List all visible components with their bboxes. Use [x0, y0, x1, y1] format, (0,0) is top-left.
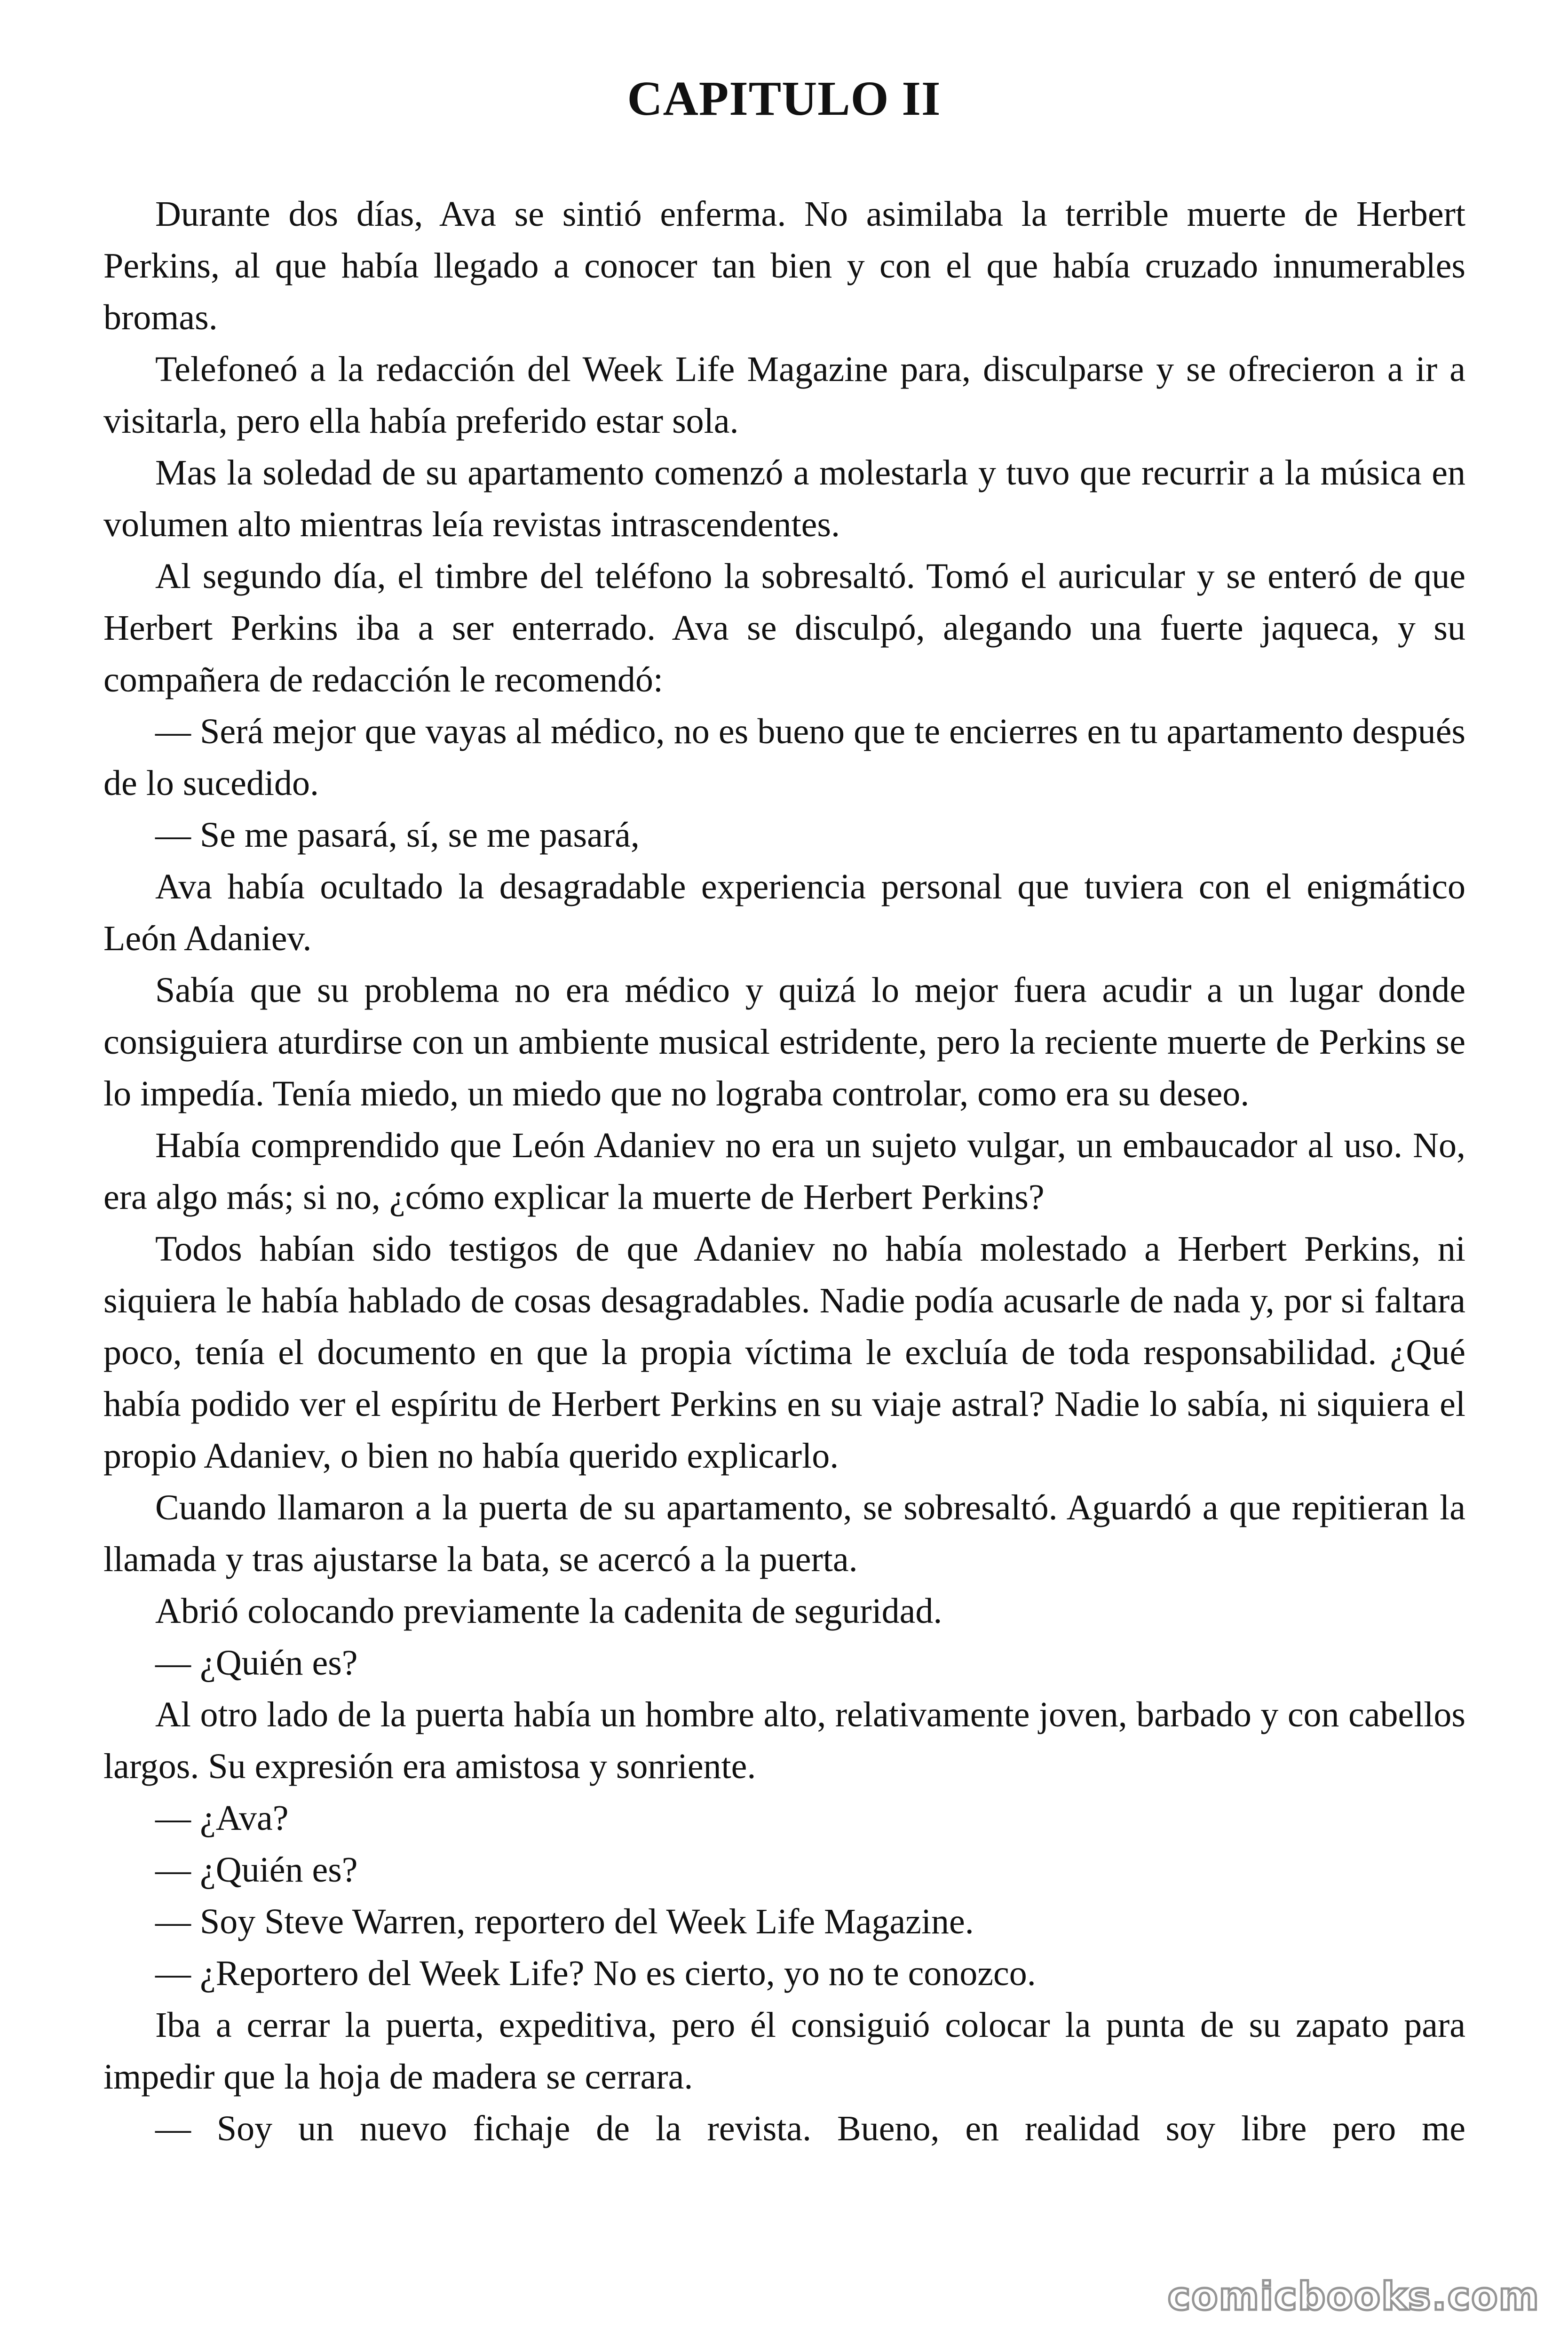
chapter-body — [103, 188, 1465, 2154]
dialogue-line: — ¿Reportero del Week Life? No es cierto, yo no te conozco. — [155, 1954, 1036, 1993]
paragraph: Telefoneó a la redacción del Week Life Magazine para, disculparse y se ofrecieron a ir a visitarla, pero ella había preferido estar sola. — [103, 350, 1465, 441]
paragraph: Sabía que su problema no era médico y quizá lo mejor fuera acudir a un lugar donde consiguiera aturdirse con un ambiente musical estridente, pero la reciente muerte de Perkins se lo impedía. Tenía miedo, un miedo que no lograba controlar, como era su deseo. — [103, 970, 1465, 1113]
paragraph: Todos habían sido testigos de que Adaniev no había molestado a Herbert Perkins, ni siquiera le había hablado de cosas desagradables. Nadie podía acusarle de nada y, por si faltara poco, tenía el documento en que la propia víctima le excluía de toda responsabilidad. ¿Qué había podido ver el espíritu de Herbert Perkins en su viaje astral? Nadie lo sabía, ni siquiera el propio Adaniev, o bien no había querido explicarlo. — [103, 1229, 1465, 1476]
watermark-logo: comicbooks.com — [1167, 2274, 1540, 2319]
dialogue-line: — ¿Quién es? — [155, 1643, 358, 1683]
paragraph: Al segundo día, el timbre del teléfono la sobresaltó. Tomó el auricular y se enteró de que Herbert Perkins iba a ser enterrado. Ava se disculpó, alegando una fuerte jaqueca, y su compañera de redacción le recomendó: — [103, 556, 1465, 699]
dialogue-line: — Será mejor que vayas al médico, no es bueno que te encierres en tu apartamento después de lo sucedido. — [103, 712, 1465, 803]
paragraph: Mas la soledad de su apartamento comenzó a molestarla y tuvo que recurrir a la música en volumen alto mientras leía revistas intrascendentes. — [103, 453, 1465, 544]
paragraph: Abrió colocando previamente la cadenita de seguridad. — [155, 1591, 942, 1631]
paragraph: Cuando llamaron a la puerta de su apartamento, se sobresaltó. Aguardó a que repitieran la llamada y tras ajustarse la bata, se acercó a la puerta. — [103, 1488, 1465, 1579]
paragraph: Durante dos días, Ava se sintió enferma. No asimilaba la terrible muerte de Herbert Perkins, al que había llegado a conocer tan bien y con el que había cruzado innumerables bromas. — [103, 194, 1465, 337]
chapter-title: CAPITULO II — [627, 72, 941, 126]
paragraph: Al otro lado de la puerta había un hombre alto, relativamente joven, barbado y con cabellos largos. Su expresión era amistosa y sonriente. — [103, 1695, 1465, 1786]
dialogue-line: — Soy Steve Warren, reportero del Week Life Magazine. — [155, 1902, 974, 1941]
dialogue-line: — ¿Quién es? — [155, 1850, 358, 1890]
dialogue-line: — Soy un nuevo fichaje de la revista. Bueno, en realidad soy libre pero me — [155, 2109, 1465, 2148]
dialogue-line: — ¿Ava? — [155, 1798, 289, 1838]
paragraph: Iba a cerrar la puerta, expeditiva, pero él consiguió colocar la punta de su zapato para impedir que la hoja de madera se cerrara. — [103, 2005, 1465, 2097]
paragraph: Había comprendido que León Adaniev no era un sujeto vulgar, un embaucador al uso. No, era algo más; si no, ¿cómo explicar la muerte de Herbert Perkins? — [103, 1126, 1465, 1217]
dialogue-line: — Se me pasará, sí, se me pasará, — [155, 815, 640, 855]
paragraph: Ava había ocultado la desagradable experiencia personal que tuviera con el enigmático León Adaniev. — [103, 867, 1465, 958]
